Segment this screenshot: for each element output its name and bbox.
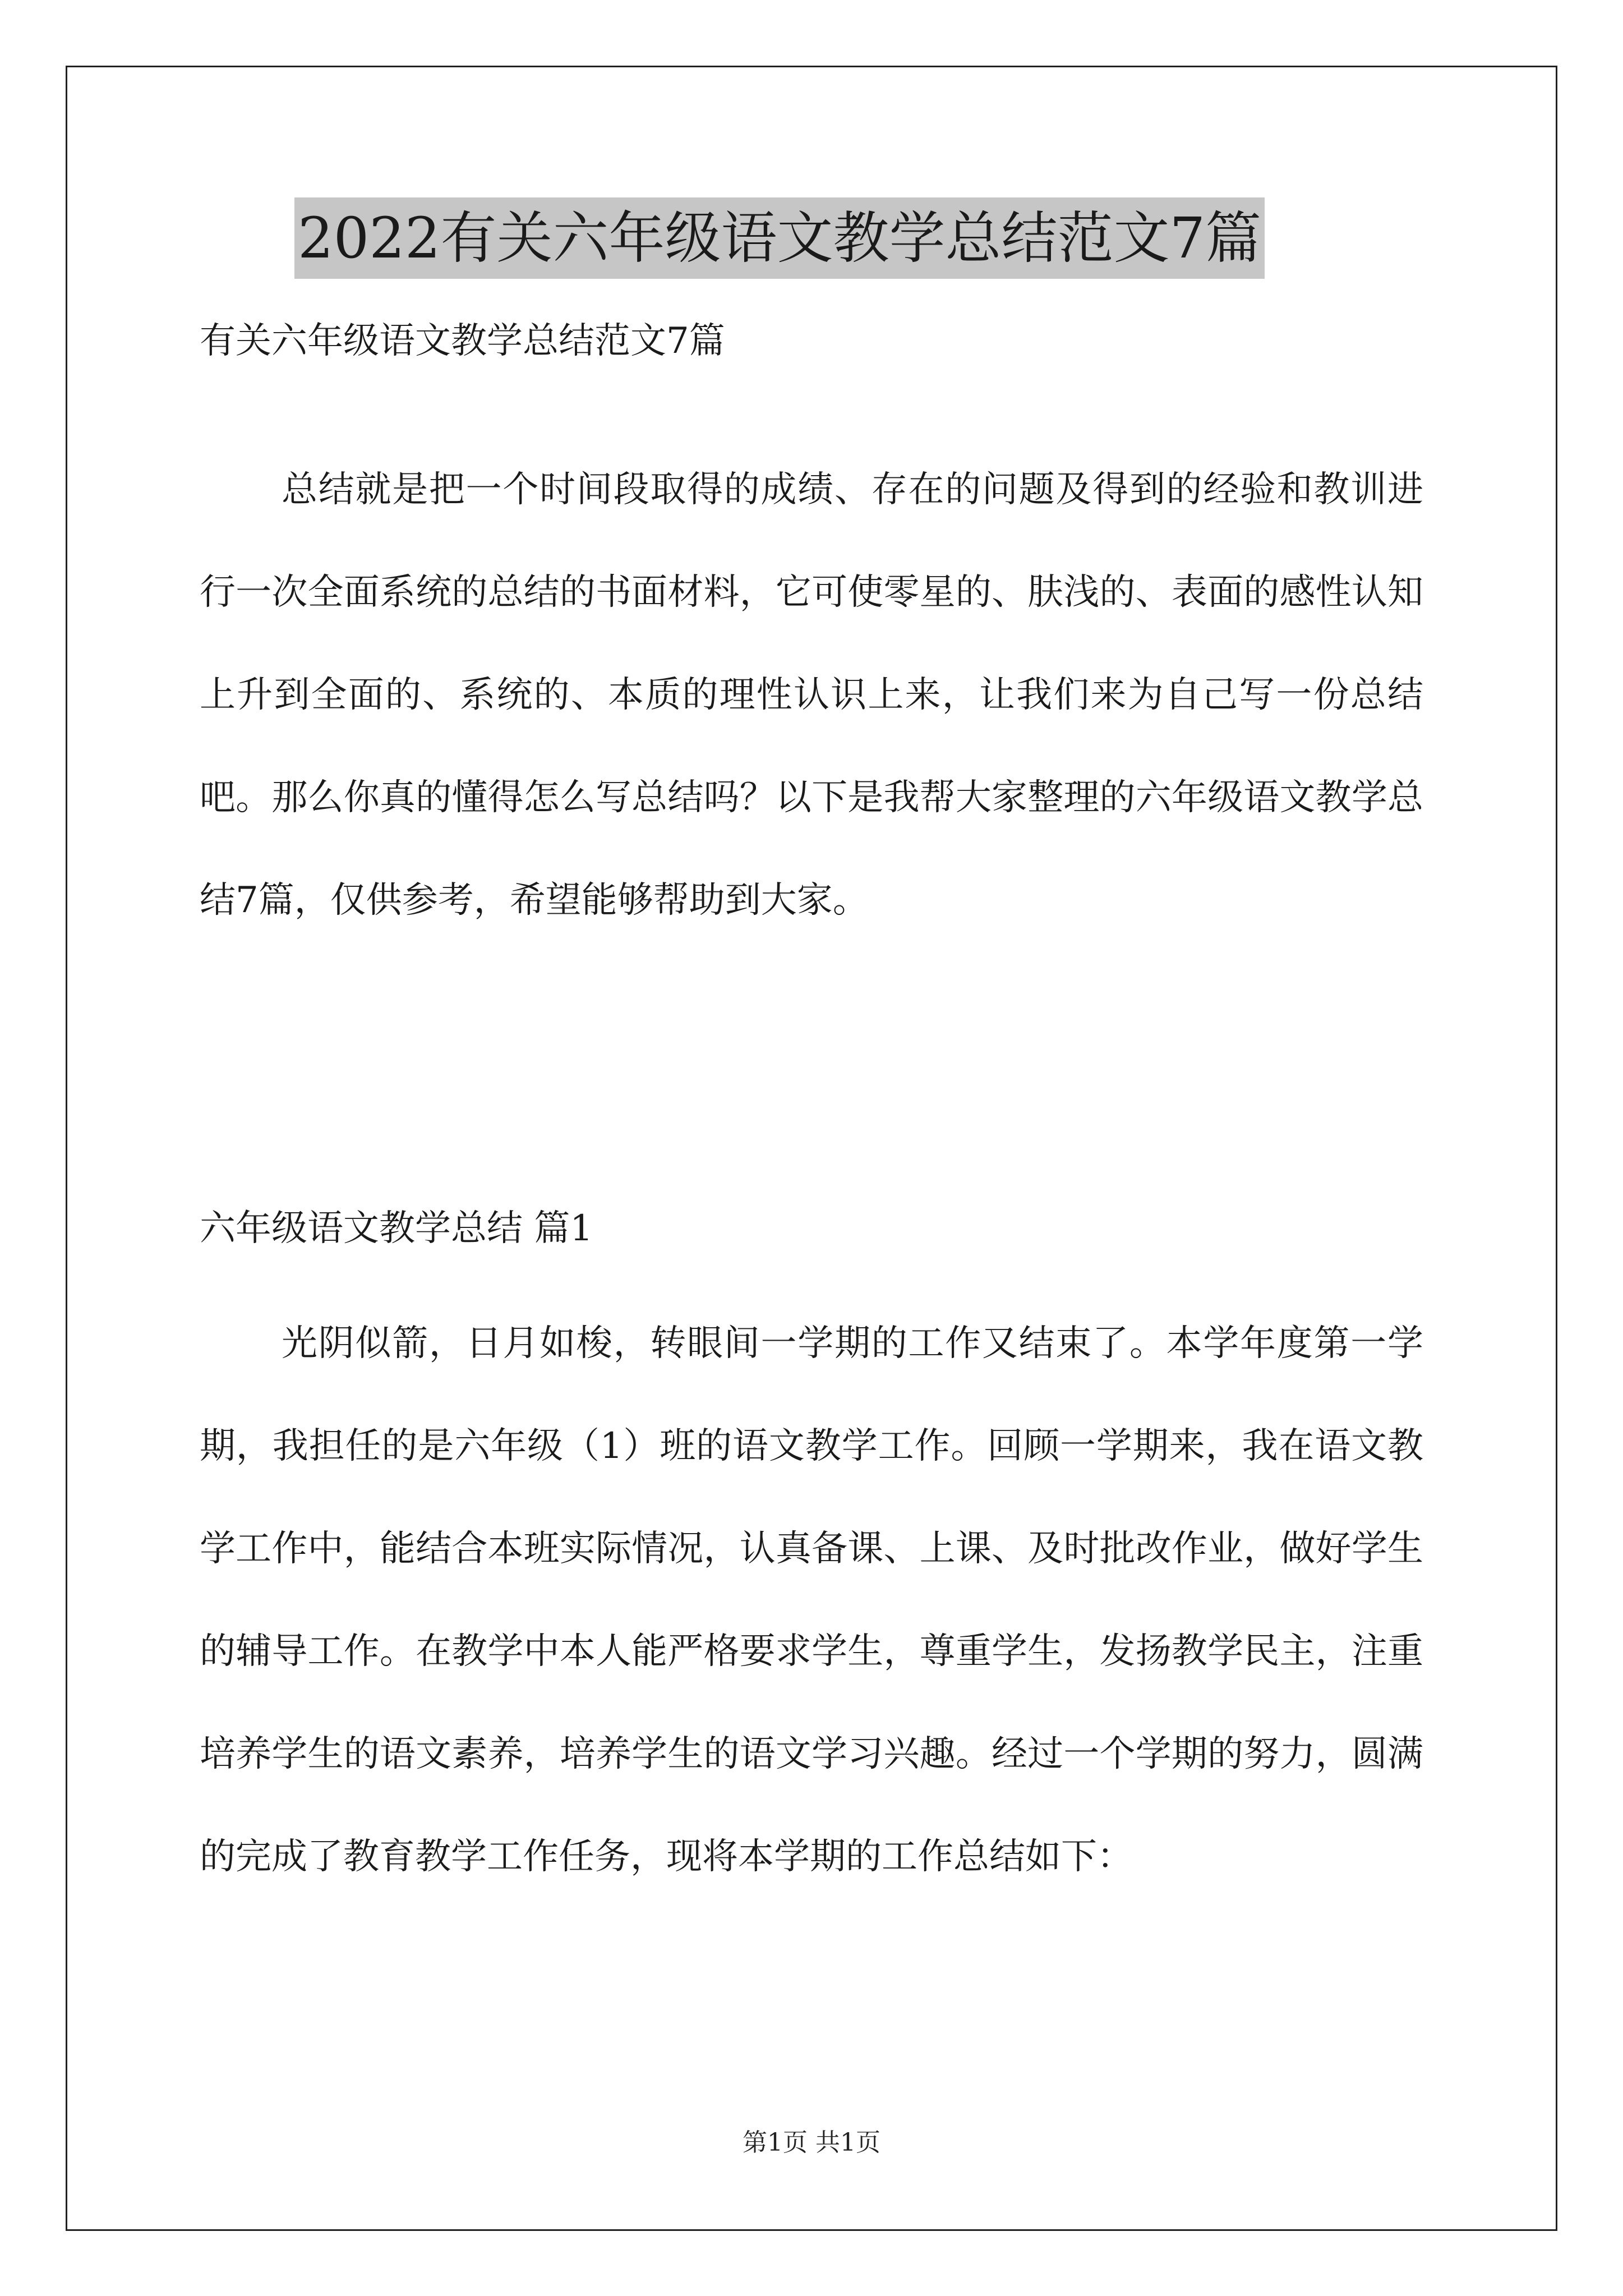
intro-paragraph: 总结就是把一个时间段取得的成绩、存在的问题及得到的经验和教训进行一次全面系统的总结的书面材料，它可使零星的、肤浅的、表面的感性认知上升到全面的、系统的、本质的理性认识上来，让我们来为自己写一份总结吧。那么你真的懂得怎么写总结吗？以下是我帮大家整理的六年级语文教学总结7篇，仅供参考，希望能够帮助到大家。 (200, 469, 1423, 921)
document-title: 2022有关六年级语文教学总结范文7篇 (294, 197, 1265, 279)
section-heading: 六年级语文教学总结 篇1 (200, 1208, 593, 1249)
page-footer: 第1页 共1页 (743, 2128, 880, 2157)
document-subtitle: 有关六年级语文教学总结范文7篇 (200, 320, 725, 362)
section-paragraph: 光阴似箭，日月如梭，转眼间一学期的工作又结束了。本学年度第一学期，我担任的是六年级（1）班的语文教学工作。回顾一学期来，我在语文教学工作中，能结合本班实际情况，认真备课、上课、及时批改作业，做好学生的辅导工作。在教学中本人能严格要求学生，尊重学生，发扬教学民主，注重培养学生的语文素养，培养学生的语文学习兴趣。经过一个学期的努力，圆满的完成了教育教学工作任务，现将本学期的工作总结如下： (200, 1323, 1423, 1878)
